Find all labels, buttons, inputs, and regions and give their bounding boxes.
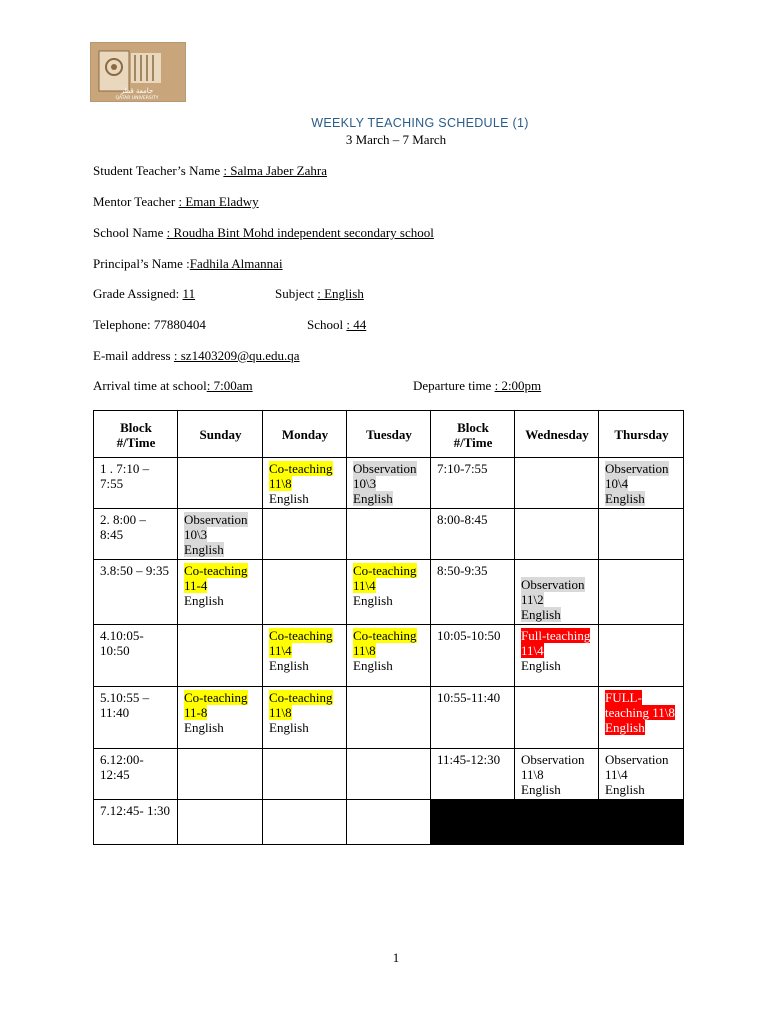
subject-text: English [605,782,645,797]
student-label: Student Teacher’s Name [93,163,221,178]
student-teacher-line [93,163,327,179]
block-time-cell: 6.12:00- 12:45 [94,749,178,800]
block-time-cell: 5.10:55 – 11:40 [94,687,178,749]
departure-line [413,378,541,394]
email-line [93,348,300,364]
subject-text: English [269,658,309,673]
block-time-cell: 8:50-9:35 [431,560,515,625]
table-row [94,800,684,845]
block-time-cell: 11:45-12:30 [431,749,515,800]
session-highlight: Observation 10\4 [605,461,669,491]
grade-line [93,286,195,302]
sunday-cell [178,749,263,800]
thursday-cell [599,625,684,687]
table-row [94,458,684,509]
table-row [94,625,684,687]
tuesday-cell [347,800,431,845]
subject-text: English [184,720,224,735]
session-highlight: Co-teaching 11-4 [184,563,248,593]
session-highlight: Co-teaching 11\8 [269,690,333,720]
mentor-label: Mentor Teacher [93,194,176,209]
page-number: 1 [392,950,400,965]
table-row [94,560,684,625]
table-row [94,687,684,749]
monday-cell [263,800,347,845]
date-range: 3 March – 7 March [345,132,447,147]
block-time-cell: 2. 8:00 – 8:45 [94,509,178,560]
grade-label: Grade Assigned: [93,286,180,301]
arrival-value: : 7:00am [206,378,253,393]
table-header-row [94,411,684,458]
subject-text: English [353,658,393,673]
session-text: Observation 11\8 [521,752,585,782]
block-time-cell: 1 . 7:10 – 7:55 [94,458,178,509]
subject-text: English [269,720,309,735]
tuesday-cell [347,625,431,687]
table-row [94,749,684,800]
email-label: E-mail address [93,348,171,363]
school-value: : Roudha Bint Mohd independent secondary school [166,225,434,240]
school-number-line [307,317,366,333]
schedule-table [93,410,684,845]
thursday-cell [599,749,684,800]
wednesday-cell [515,687,599,749]
header-block-time-1: Block #/Time [94,411,178,458]
subject-text: English [521,782,561,797]
block-time-cell: 10:55-11:40 [431,687,515,749]
wednesday-cell [515,749,599,800]
student-value: : Salma Jaber Zahra [223,163,327,178]
block-time-cell: 10:05-10:50 [431,625,515,687]
monday-cell [263,687,347,749]
thursday-cell [599,458,684,509]
session-highlight: Observation 10\3 [353,461,417,491]
monday-cell [263,509,347,560]
subject-text: English [184,593,224,608]
wednesday-cell [515,625,599,687]
principal-value: Fadhila Almannai [189,256,283,271]
email-value[interactable]: : sz1403209@qu.edu.qa [173,348,300,363]
subject-text: English [521,607,561,622]
monday-cell [263,458,347,509]
subject-text: English [521,658,561,673]
header-sunday: Sunday [178,411,263,458]
school-name-line [93,225,434,241]
sunday-cell [178,800,263,845]
block-time-cell: 4.10:05- 10:50 [94,625,178,687]
tuesday-cell [347,509,431,560]
tuesday-cell [347,458,431,509]
monday-cell [263,560,347,625]
subject-value: : English [317,286,364,301]
session-highlight: Co-teaching 11\4 [353,563,417,593]
svg-text:جامعة قطر: جامعة قطر [120,87,154,95]
tuesday-cell [347,749,431,800]
sunday-cell [178,560,263,625]
tuesday-cell [347,560,431,625]
tuesday-cell [347,687,431,749]
document-title: WEEKLY TEACHING SCHEDULE (1) [311,116,529,130]
thursday-cell [599,560,684,625]
subject-text: English [353,593,393,608]
principal-line [93,256,283,272]
subject-text: English [184,542,224,557]
sunday-cell [178,458,263,509]
sunday-cell [178,625,263,687]
header-wednesday: Wednesday [515,411,599,458]
session-highlight: Co-teaching 11-8 [184,690,248,720]
departure-label: Departure time [413,378,492,393]
mentor-line [93,194,259,210]
subject-text: English [269,491,309,506]
telephone-line: Telephone: 77880404 [93,317,206,332]
block-time-cell: 8:00-8:45 [431,509,515,560]
school-label: School Name [93,225,164,240]
block-time-cell: 7:10-7:55 [431,458,515,509]
session-highlight: Observation 10\3 [184,512,248,542]
header-block-time-2: Block #/Time [431,411,515,458]
header-monday: Monday [263,411,347,458]
blocked-out-cell [431,800,684,845]
arrival-line [93,378,253,394]
subject-label: Subject [275,286,314,301]
sunday-cell [178,687,263,749]
block-time-cell: 7.12:45- 1:30 [94,800,178,845]
departure-value: : 2:00pm [494,378,542,393]
arrival-label: Arrival time at school [93,378,207,393]
thursday-cell [599,687,684,749]
principal-label: Principal’s Name : [93,256,190,271]
subject-line [275,286,364,302]
subject-text: English [353,491,393,506]
header-tuesday: Tuesday [347,411,431,458]
session-highlight: Full-teaching 11\4 [521,628,591,658]
session-highlight: Co-teaching 11\4 [269,628,333,658]
block-time-cell: 3.8:50 – 9:35 [94,560,178,625]
wednesday-cell [515,509,599,560]
qatar-university-logo [90,42,186,102]
subject-text: English [605,491,645,506]
mentor-value: : Eman Eladwy [178,194,259,209]
school-number-value: : 44 [346,317,367,332]
session-highlight: Co-teaching 11\8 [353,628,417,658]
thursday-cell [599,509,684,560]
wednesday-cell [515,560,599,625]
session-highlight: FULL-teaching 11\8 English [605,690,675,735]
monday-cell [263,749,347,800]
table-row [94,509,684,560]
svg-text:QATAR UNIVERSITY: QATAR UNIVERSITY [115,96,159,101]
wednesday-cell [515,458,599,509]
grade-value: 11 [182,286,196,301]
sunday-cell [178,509,263,560]
session-highlight: Observation 11\2 [521,577,585,607]
monday-cell [263,625,347,687]
header-thursday: Thursday [599,411,684,458]
school-number-label: School [307,317,344,332]
session-highlight: Co-teaching 11\8 [269,461,333,491]
session-text: Observation 11\4 [605,752,669,782]
